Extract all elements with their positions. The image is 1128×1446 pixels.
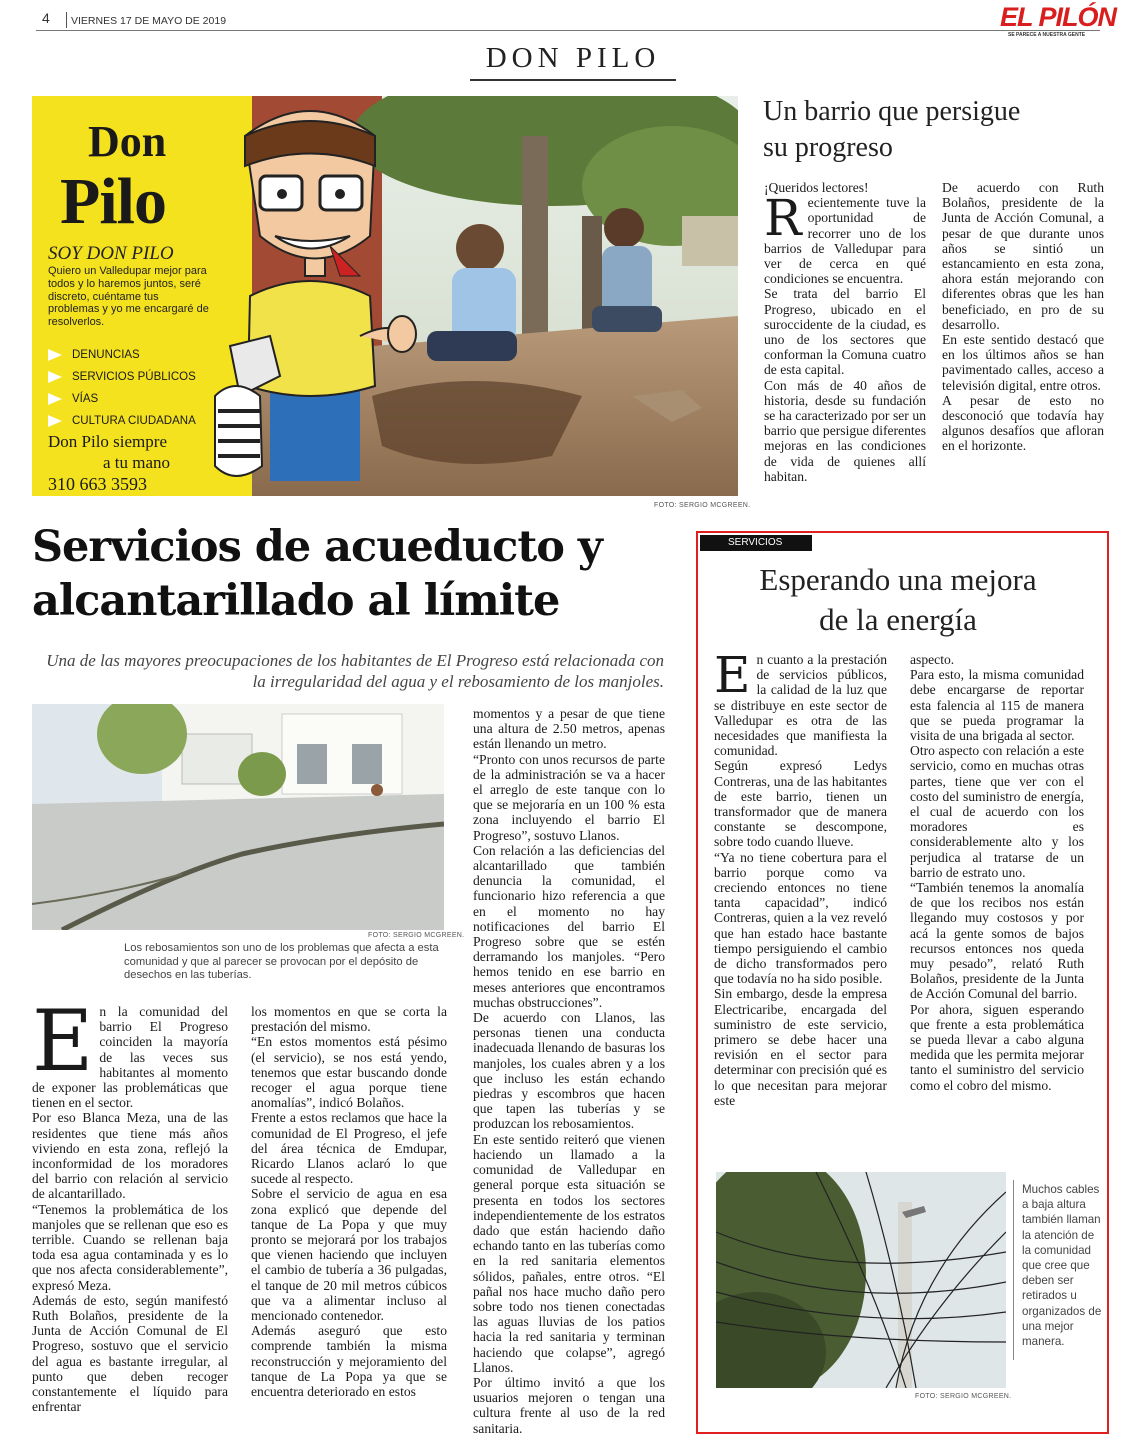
photo2-caption: Los rebosamientos son uno de los problemas que afecta a esta comunidad y que al parecer se provocan por el depósito de desechos en las tuberías. [124,942,439,982]
section-title-underline [470,79,676,81]
caption-divider [1013,1180,1014,1360]
section-title: DON PILO [485,42,661,74]
article2-subhead: Una de las mayores preocupaciones de los habitantes de El Progreso está relacionada con la irregularidad del agua y el rebosamiento de los manjoles. [46,651,664,691]
promo-soy-don-pilo: SOY DON PILO [48,243,174,264]
photo3-caption: Muchos cables a baja altura también llaman la atención de la comunidad que cree que deben ser retirados u organizados de una mejor manera. [1022,1183,1102,1349]
dropcap: E [714,646,751,704]
masthead-tagline: SE PARECE A NUESTRA GENTE [1008,32,1086,38]
street-crack-photo [32,704,444,930]
header-divider-tick [66,12,67,28]
promo-list-item[interactable]: DENUNCIAS [48,344,228,366]
article1-title-line1: Un barrio que persigue [763,96,1021,127]
chevron-right-icon [48,349,62,361]
masthead-logo[interactable]: EL PILÓN [1000,2,1117,32]
don-pilo-cartoon-svg [190,96,420,496]
chevron-right-icon [48,415,62,427]
promo-name-pilo: Pilo [60,165,166,238]
article2-col2: los momentos en que se corta la prestación del mismo. “En estos momentos está pésimo (el servicio), se nos está yendo, tenemos que estar buscando donde recoger el agua porque tiene anomalías”, indicó Bolaños. Frente a estos reclamos que hace la comunidad de El Progreso, el jefe del área técnica de Emdupar, Ricardo Llanos aclaró lo que sucede al respecto. Sobre el servicio de agua en esa zona explicó que depende del tanque de La Popa y que muy pronto se mejorará por los trabajos que vienen haciendo que incluyen el cambio de tubería a 36 pulgadas, el tanque de 20 mil metros cúbicos que va a alimentar incluso al mencionado contenedor. Además aseguró que esto comprende también la misma reconstrucción y mejoramiento del tanque de La Popa ya que se encuentra deteriorado en estos [251,1004,447,1400]
header-date: VIERNES 17 DE MAYO DE 2019 [71,15,227,27]
promo-list-item[interactable]: CULTURA CIUDADANA [48,410,228,432]
street-crack-photo-svg [32,704,444,930]
chevron-right-icon [48,393,62,405]
promo-name-don: Don [88,117,167,166]
photo1-credit: FOTO: SERGIO MCGREEN. [654,502,751,509]
don-pilo-cartoon [190,96,420,496]
article1-dropcap-paragraph [764,189,926,287]
article2-dropcap-paragraph: En la comunidad del barrio El Progreso coinciden la mayoría de las veces sus habitantes al momento de exponer las problemáticas que tienen en el sector. [32,992,228,1111]
article2-col3: momentos y a pesar de que tiene una altura de 2.50 metros, apenas están llenando un metro. “Pronto con unos recursos de parte de la administración se va a hacer el arreglo de este tanque con lo que se mejoraría en un 100 % esta zona incluyendo el barrio El Progreso”, sostuvo Llanos. Con relación a las deficiencias del alcantarillado que también denuncia la comunidad, el funcionario hizo referencia a que en el momento no hay notificaciones del barrio El Progreso sobre que se estén derramando los manjoles. “Pero hemos tenido en ese barrio en meses anteriores que encontramos muchas obstrucciones”. De acuerdo con Llanos, las personas tienen una conducta inadecuada llenando de basuras los manjoles, los cuales abren y a los que incluso les están echando piedras y escombros que hacen que tapen las tuberías y se produzcan los rebosamientos. En este sentido reiteró que vienen haciendo un llamado a la comunidad de Valledupar en general porque esta situación se presenta en todos los sectores independientemente de los estratos dado que están haciendo daño echando tanto en las tuberías como en la red sanitaria elementos sólidos, pañales, entre otros. “El pañal nos hace mucho daño pero sobre todo nos tienen conectadas las aguas lluvias de los patios hacia la red sanitaria y terminan haciendo que colapse”, agregó Llanos. Por último invitó a que los usuarios mejoren o tengan una cultura frente al uso de la red sanitaria. [473,706,665,1436]
dropcap: R [764,189,802,248]
photo3-credit: FOTO: SERGIO MCGREEN. [915,1393,1012,1400]
article1-lead: ecientemente tuve la oportunidad de recorrer uno de los barrios de Valledupar para ver de cerca en qué condiciones se encuentra. [764,195,926,287]
article2-col1: En la comunidad del barrio El Progreso coinciden la mayoría de las veces sus habitantes al momento de exponer las problemáticas que tienen en el sector. Por eso Blanca Meza, una de las residentes que tiene más años viviendo en esta zona, reflejó la inconformidad de los moradores del barrio con relación al servicio de alcantarillado. “Tenemos la problemática de los manjoles que se rellenan que eso es terrible. Cuando se rellenan baja toda esa agua contaminada y es lo que nos afecta considerablemente”, expresó Meza. Además de esto, según manifestó Ruth Bolaños, presidente de la Junta de Acción Comunal de El Progreso, sostuvo que el servicio del agua es bastante irregular, al punto que deben recoger constantemente el líquido para enfrentar [32,992,228,1415]
article3-col1: En cuanto a la prestación de servicios públicos, la calidad de la luz que se distribuye en este sector de Valledupar es otra de las necesidades que manifiesta la comunidad. Según expresó Ledys Contreras, una de las habitantes de este barrio, tienen un transformador que de manera constante se descompone, sobre todo cuando llueve. “Ya no tiene cobertura para el barrio porque como va creciendo entonces no tiene tanta capacidad”, indicó Contreras, quien a la vez reveló que han estado hace bastante tiempo persiguiendo el cambio de dicho transformados pero que todavía no ha sido posible. Sin embargo, desde la empresa Electricaribe, encargada del suministro de este servicio, primero se debe hacer una revisión en el sector para determinar con precisión qué es lo que necesitan para mejorar este [714,646,887,1108]
promo-list-item[interactable]: SERVICIOS PÚBLICOS [48,366,228,388]
power-cables-photo-svg [716,1172,1006,1388]
article1-col1: ¡Queridos lectores! Recientemente tuve la oportunidad de recorrer uno de los barrios de Valledupar para ver de cerca en qué condiciones se encuentra. Se trata del barrio El Progreso, ubicado en el suroccidente de la ciudad, es uno de los sectores que conforman la Comuna cuatro de esta capital. Con más de 40 años de historia, desde su fundación se ha caracterizado por ser un barrio que persigue diferentes mejoras en las condiciones de vida de quienes allí habitan. [764,180,926,484]
article1-title-line2: su progreso [763,132,893,163]
article2-headline [32,520,602,628]
article3-title-line2: de la energía [819,602,977,637]
promo-footer-line2: a tu mano [103,453,171,472]
header-rule [36,30,1100,31]
article2-headline-line1: Servicios de acueducto y [32,522,602,572]
promo-list-item[interactable]: VÍAS [48,388,228,410]
promo-intro: Quiero un Valledupar mejor para todos y lo haremos juntos, seré discreto, cuéntame tus problemas y yo me encargaré de resolverlos. [48,265,209,329]
dropcap: E [32,992,94,1090]
power-cables-photo [716,1172,1006,1388]
article3-section-tag: SERVICIOS [700,535,812,551]
article3-col2: aspecto. Para esto, la misma comunidad debe encargarse de reportar esta falencia al 115 de manera que se pueda programar la visita de una brigada al sector. Otro aspecto con relación a este servicio, como en muchas otras partes, tiene que ver con el costo del suministro de energía, el cual de acuerdo con los moradores es considerablemente alto y los perjudica al tratarse de un barrio de estrato uno. “También tenemos la anomalía de que los recibos nos están llegando muy costosos y por acá la gente somos de bajos recursos entonces nos queda muy pesado”, relató Ruth Bolaños, presidente de la Junta de Acción Comunal del barrio. Por ahora, siguen esperando que frente a esta problemática se pueda llevar a cabo alguna medida que les permita mejorar tanto el suministro del servicio como el cobro del mismo. [910,652,1084,1093]
chevron-right-icon [48,371,62,383]
promo-phone[interactable]: 310 663 3593 [48,474,147,494]
photo2-credit: FOTO: SERGIO MCGREEN. [368,932,465,939]
promo-list [48,344,228,432]
article3-title-line1: Esperando una mejora [759,562,1037,597]
article1-col2: De acuerdo con Ruth Bolaños, presidente de la Junta de Acción Comunal, a pesar de que durante unos años se sintió un estancamiento en esta zona, ahora están mejorando con diferentes obras que les han beneficiado, en pro de su desarrollo. En este sentido destacó que en los últimos años se han pavimentado calles, acceso a televisión digital, entre otros. A pesar de esto no desconoció que todavía hay algunos desafíos que afloran en el horizonte. [942,180,1104,454]
promo-footer-line1: Don Pilo siempre [48,432,167,451]
article2-headline-line2: alcantarillado al límite [32,576,560,626]
article3-dropcap-paragraph: En cuanto a la prestación de servicios públicos, la calidad de la luz que se distribuye en este sector de Valledupar es otra de las necesidades que manifiesta la comunidad. [714,646,887,759]
page-number: 4 [42,10,50,26]
